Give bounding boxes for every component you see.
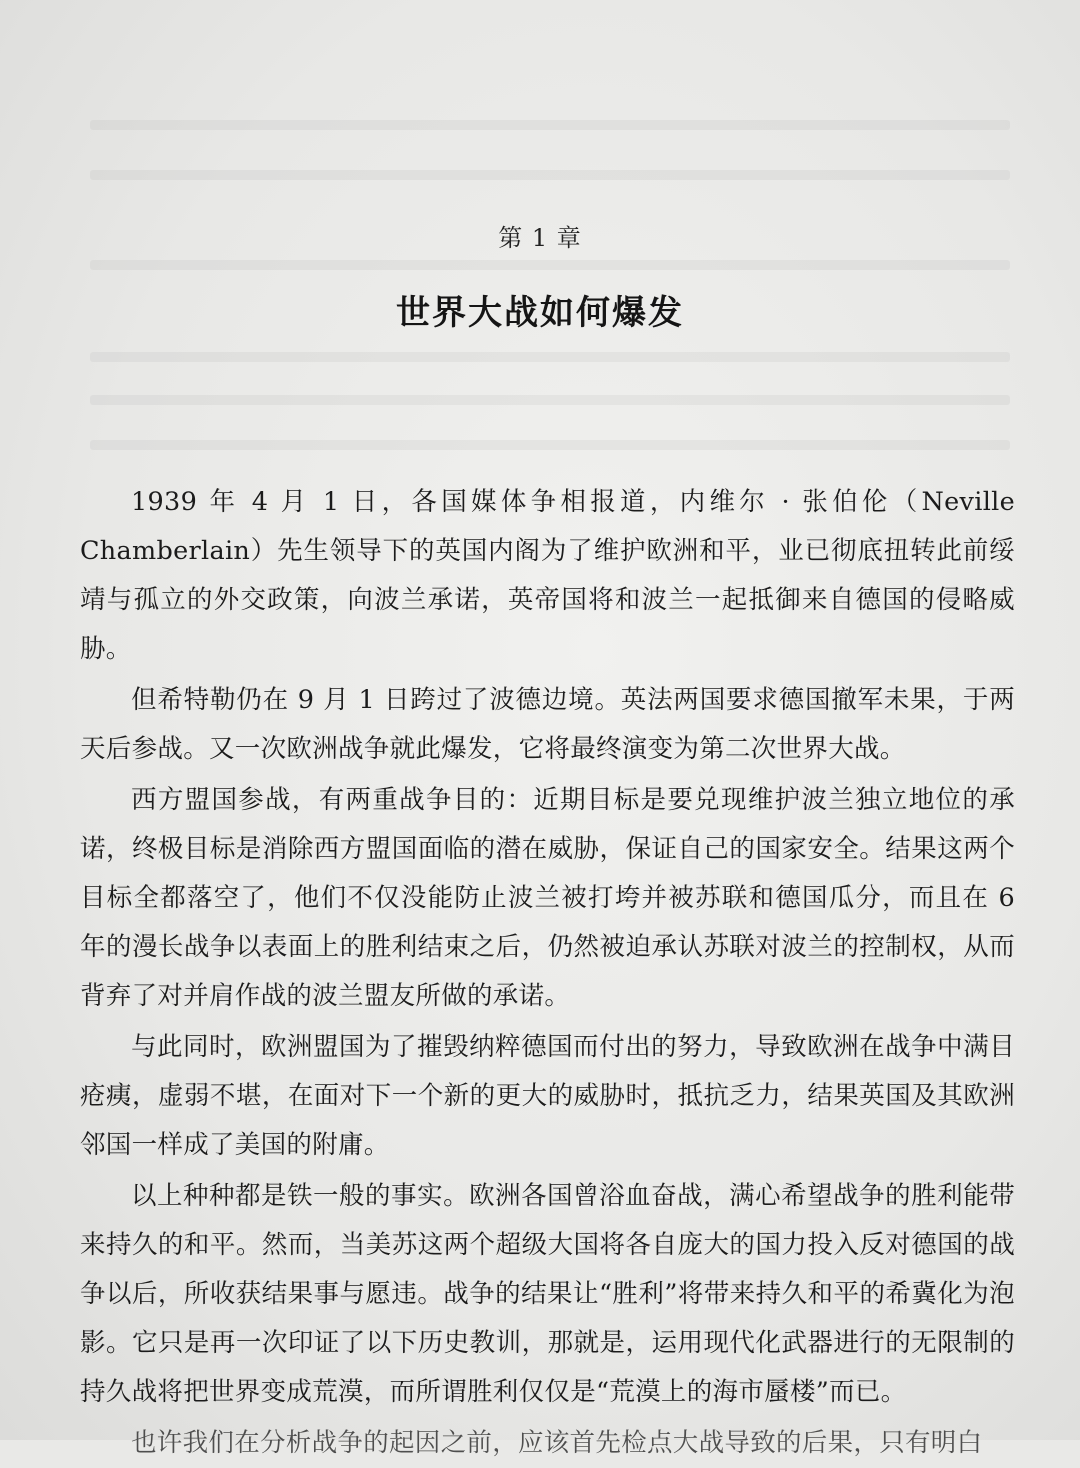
paragraph-6-partial: 也许我们在分析战争的起因之前，应该首先检点大战导致的后果，只有明白 (131, 1428, 983, 1458)
bleed-through-line (90, 170, 1010, 180)
paragraph-3: 西方盟国参战，有两重战争目的：近期目标是要兑现维护波兰独立地位的承诺，终极目标是消除西方盟国面临的潜在威胁，保证自己的国家安全。结果这两个目标全都落空了，他们不仅没能防止波兰被打垮并被苏联和德国瓜分，而且在 6 年的漫长战争以表面上的胜利结束之后，仍然被迫承认苏联对波兰的控制权，从而背弃了对并肩作战的波兰盟友所做的承诺。 (80, 785, 1015, 1011)
bleed-through-line (90, 120, 1010, 130)
chapter-body (80, 478, 1015, 1461)
paragraph-5: 以上种种都是铁一般的事实。欧洲各国曾浴血奋战，满心希望战争的胜利能带来持久的和平。然而，当美苏这两个超级大国将各自庞大的国力投入反对德国的战争以后，所收获结果事与愿违。战争的结果让“胜利”将带来持久和平的希冀化为泡影。它只是再一次印证了以下历史教训，那就是，运用现代化武器进行的无限制的持久战将把世界变成荒漠，而所谓胜利仅仅是“荒漠上的海市蜃楼”而已。 (80, 1181, 1015, 1407)
chapter-title: 世界大战如何爆发 (396, 293, 684, 333)
chapter-label: 第 1 章 (498, 224, 582, 252)
paragraph-2: 但希特勒仍在 9 月 1 日跨过了波德边境。英法两国要求德国撤军未果，于两天后参战。又一次欧洲战争就此爆发，它将最终演变为第二次世界大战。 (80, 685, 1015, 764)
paragraph-4: 与此同时，欧洲盟国为了摧毁纳粹德国而付出的努力，导致欧洲在战争中满目疮痍，虚弱不堪，在面对下一个新的更大的威胁时，抵抗乏力，结果英国及其欧洲邻国一样成了美国的附庸。 (80, 1032, 1015, 1160)
bleed-through-line (90, 440, 1010, 450)
paragraph-1: 1939 年 4 月 1 日，各国媒体争相报道，内维尔 · 张伯伦（Neville Chamberlain）先生领导下的英国内阁为了维护欧洲和平，业已彻底扭转此前绥靖与孤立的外交政策，向波兰承诺，英帝国将和波兰一起抵御来自德国的侵略威胁。 (80, 487, 1015, 664)
bleed-through-line (90, 352, 1010, 362)
bleed-through-line (90, 260, 1010, 270)
bleed-through-line (90, 395, 1010, 405)
